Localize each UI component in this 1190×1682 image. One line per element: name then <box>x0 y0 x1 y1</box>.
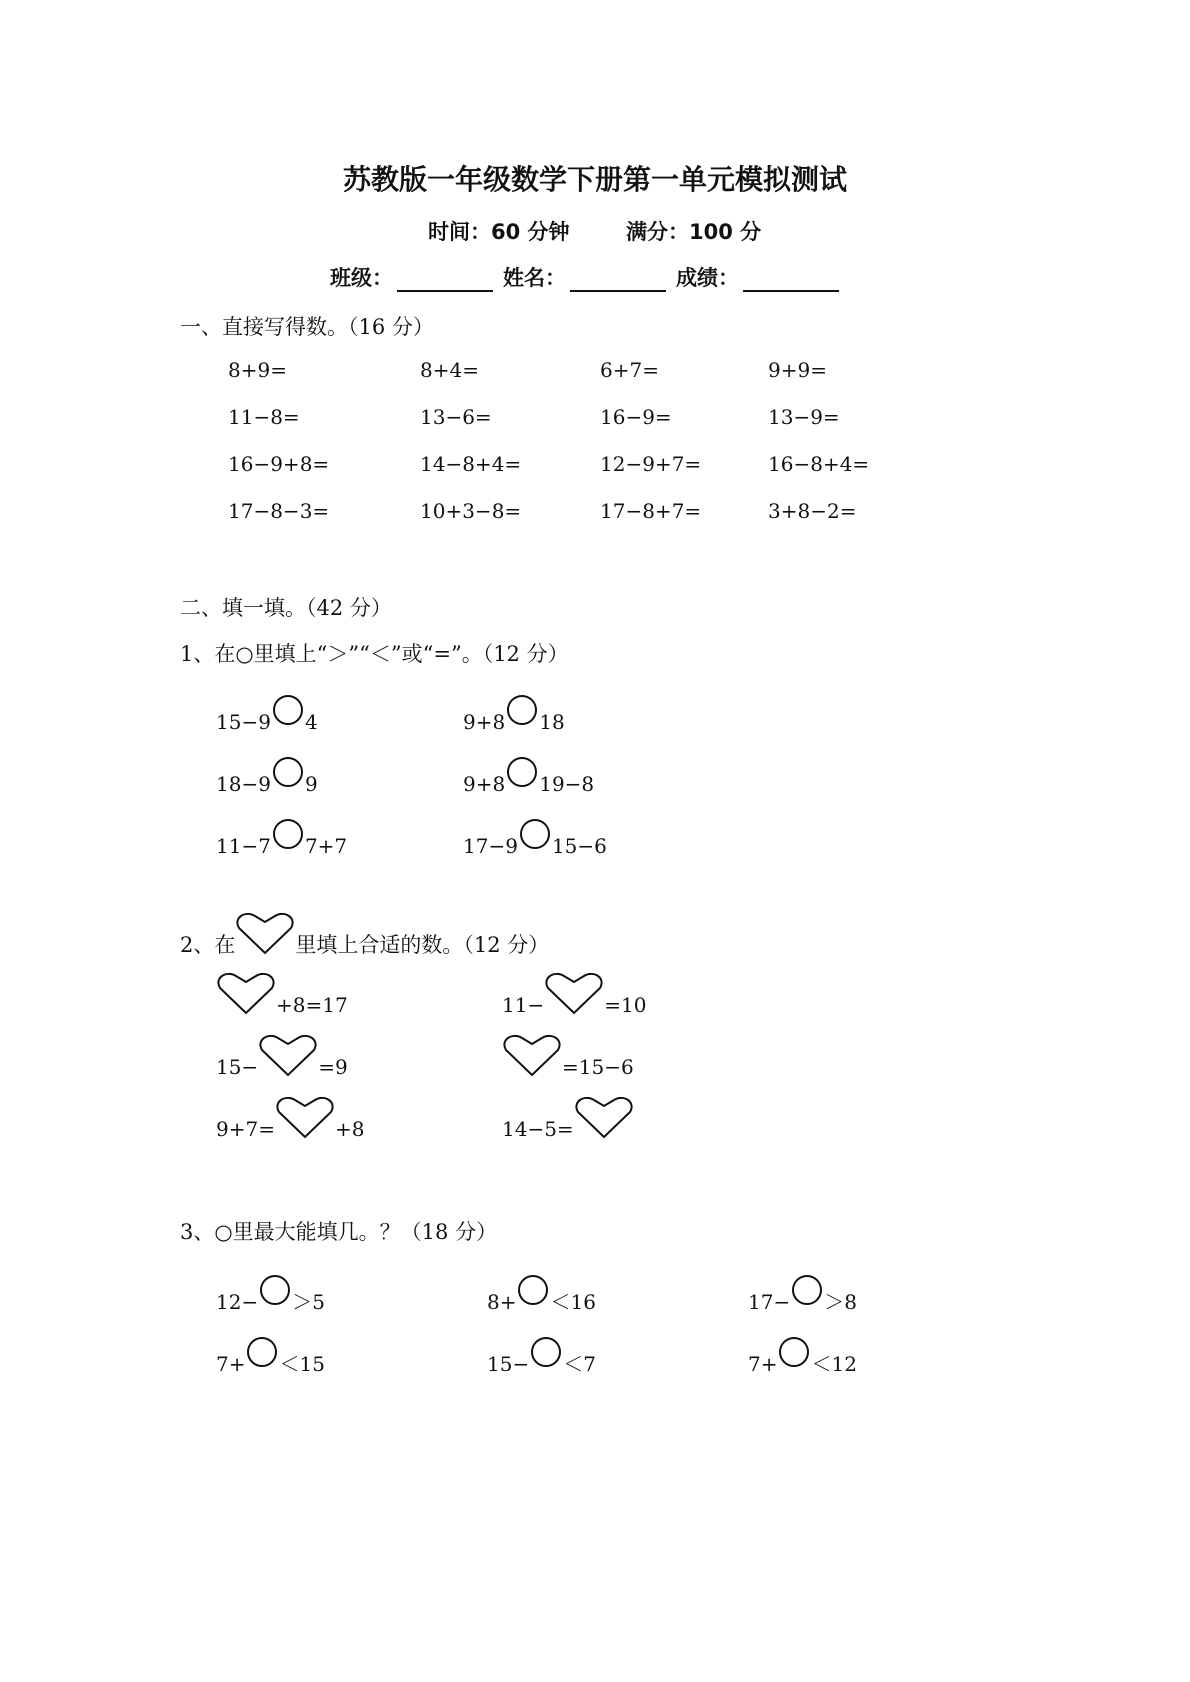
max-fill-item: 12− ＞5 <box>216 1275 325 1315</box>
compare-item: 17−9 15−6 <box>463 819 607 858</box>
problem: 17−8−3= <box>228 499 330 523</box>
full-score: 满分：100 分 <box>626 220 762 244</box>
problem: 16−8+4= <box>768 452 870 476</box>
heart-icon[interactable] <box>216 972 276 1016</box>
time-limit: 时间：60 分钟 <box>428 220 570 244</box>
heart-item: 9+7= +8 <box>216 1096 364 1141</box>
part3-heading: 3、○里最大能填几。？（18 分） <box>180 1220 498 1244</box>
compare-item: 9+8 18 <box>463 695 565 734</box>
compare-item: 15−9 4 <box>216 695 318 734</box>
heart-icon[interactable] <box>502 1034 562 1078</box>
heart-icon[interactable] <box>574 1096 634 1140</box>
answer-circle[interactable] <box>247 1337 277 1367</box>
page-title: 苏教版一年级数学下册第一单元模拟测试 <box>342 163 847 196</box>
answer-circle[interactable] <box>779 1337 809 1367</box>
heart-icon <box>235 912 295 956</box>
problem: 11−8= <box>228 405 300 429</box>
heart-icon[interactable] <box>544 972 604 1016</box>
part1-heading: 1、在○里填上“＞”“＜”或“=”。（12 分） <box>180 642 569 666</box>
problem: 10+3−8= <box>420 499 522 523</box>
answer-circle[interactable] <box>273 695 303 725</box>
section1-heading: 一、直接写得数。（16 分） <box>180 315 434 339</box>
problem: 12−9+7= <box>600 452 702 476</box>
max-fill-item: 7+ ＜12 <box>748 1337 857 1377</box>
answer-circle[interactable] <box>520 819 550 849</box>
heart-item: 14−5= <box>502 1096 634 1141</box>
part2-heading: 2、在 里填上合适的数。（12 分） <box>180 912 549 959</box>
problem: 16−9+8= <box>228 452 330 476</box>
class-field[interactable] <box>397 270 493 292</box>
answer-circle[interactable] <box>260 1275 290 1305</box>
problem: 8+9= <box>228 358 287 382</box>
compare-item: 18−9 9 <box>216 757 318 796</box>
answer-circle[interactable] <box>507 757 537 787</box>
compare-item: 9+8 19−8 <box>463 757 594 796</box>
compare-item: 11−7 7+7 <box>216 819 347 858</box>
problem: 13−6= <box>420 405 492 429</box>
max-fill-item: 8+ ＜16 <box>487 1275 596 1315</box>
answer-circle[interactable] <box>792 1275 822 1305</box>
heart-item: +8=17 <box>216 972 348 1017</box>
max-fill-item: 7+ ＜15 <box>216 1337 325 1377</box>
max-fill-item: 15− ＜7 <box>487 1337 596 1377</box>
problem: 8+4= <box>420 358 479 382</box>
answer-circle[interactable] <box>531 1337 561 1367</box>
answer-circle[interactable] <box>507 695 537 725</box>
problem: 16−9= <box>600 405 672 429</box>
problem: 13−9= <box>768 405 840 429</box>
answer-circle[interactable] <box>273 819 303 849</box>
student-info-row <box>330 262 849 292</box>
problem: 9+9= <box>768 358 827 382</box>
heart-item: 11− =10 <box>502 972 646 1017</box>
answer-circle[interactable] <box>518 1275 548 1305</box>
answer-circle[interactable] <box>273 757 303 787</box>
problem: 3+8−2= <box>768 499 857 523</box>
name-label: 姓名： <box>503 266 566 290</box>
section2-heading: 二、填一填。（42 分） <box>180 596 392 620</box>
max-fill-item: 17− ＞8 <box>748 1275 857 1315</box>
problem: 14−8+4= <box>420 452 522 476</box>
problem: 17−8+7= <box>600 499 702 523</box>
heart-item: 15− =9 <box>216 1034 348 1079</box>
class-label: 班级： <box>330 266 393 290</box>
name-field[interactable] <box>570 270 666 292</box>
grade-field[interactable] <box>743 270 839 292</box>
grade-label: 成绩： <box>676 266 739 290</box>
problem: 6+7= <box>600 358 659 382</box>
heart-icon[interactable] <box>258 1034 318 1078</box>
heart-icon[interactable] <box>275 1096 335 1140</box>
heart-item: =15−6 <box>502 1034 634 1079</box>
